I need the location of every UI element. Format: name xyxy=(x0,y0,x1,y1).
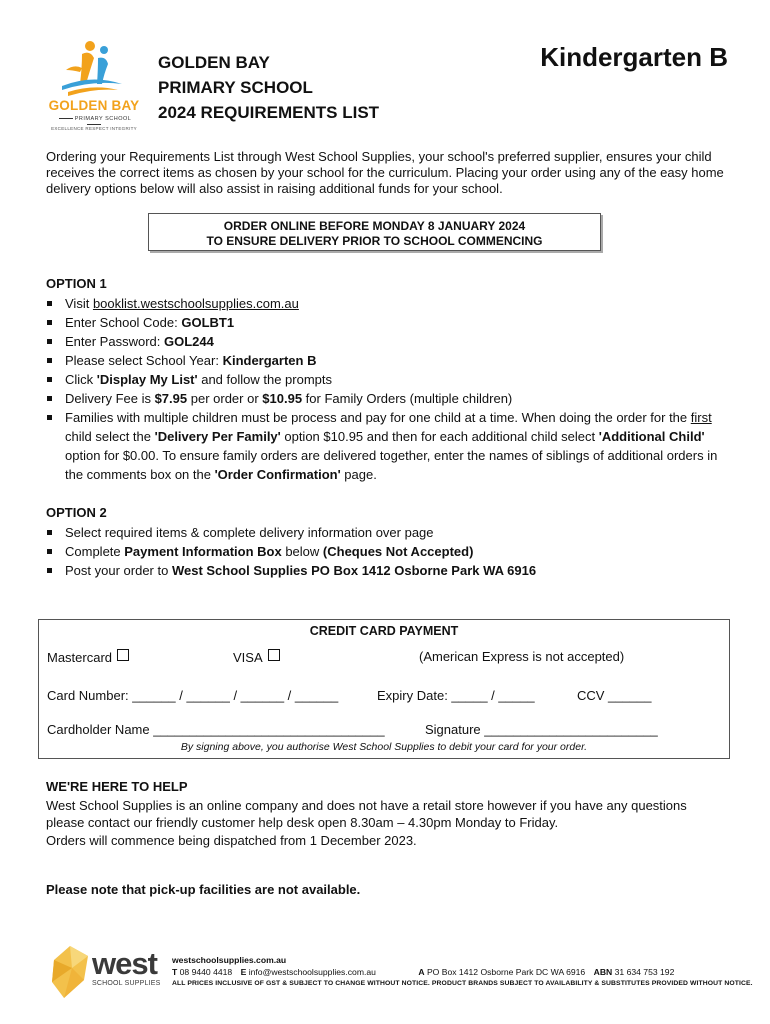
school-logo xyxy=(38,40,148,132)
option1-title: OPTION 1 xyxy=(46,276,107,291)
list-item: Enter Password: GOL244 xyxy=(46,332,726,351)
list-item: Complete Payment Information Box below (Cheques Not Accepted) xyxy=(46,542,726,561)
footer-email[interactable]: info@westschoolsupplies.com.au xyxy=(248,967,376,977)
list-item: Select required items & complete delivery information over page xyxy=(46,523,726,542)
help-paragraph: West School Supplies is an online company and does not have a retail store however if you have any questions please contact our friendly customer help desk open 8.30am – 4.30pm Monday to Friday. xyxy=(46,798,687,830)
title-line: 2024 REQUIREMENTS LIST xyxy=(158,103,380,122)
option1-list xyxy=(46,294,726,484)
logo-motto: EXCELLENCE RESPECT INTEGRITY xyxy=(51,126,137,131)
dispatch-note: Orders will commence being dispatched from 1 December 2023. xyxy=(46,833,417,848)
display-list-label: 'Display My List' xyxy=(96,372,198,387)
order-deadline-line: ORDER ONLINE BEFORE MONDAY 8 JANUARY 2024 xyxy=(223,219,526,233)
signature-field[interactable]: Signature ________________________ xyxy=(425,722,658,737)
list-item: Delivery Fee is $7.95 per order or $10.95 for Family Orders (multiple children) xyxy=(46,389,726,408)
ccv-field[interactable]: CCV ______ xyxy=(577,688,652,703)
school-emblem-icon xyxy=(60,40,124,98)
list-item: Please select School Year: Kindergarten B xyxy=(46,351,726,370)
mastercard-checkbox[interactable] xyxy=(117,649,129,661)
option2-title: OPTION 2 xyxy=(46,505,107,520)
list-item: Visit booklist.westschoolsupplies.com.au xyxy=(46,294,726,313)
footer-disclaimer: ALL PRICES INCLUSIVE OF GST & SUBJECT TO CHANGE WITHOUT NOTICE. PRODUCT BRANDS SUBJECT TO AVAILABILITY & SUBSTITUTES PROVIDED WITHOUT NOTICE. xyxy=(172,980,753,987)
mastercard-option: Mastercard xyxy=(47,649,129,665)
footer-contact: westschoolsupplies.com.au T 08 9440 4418 E info@westschoolsupplies.com.au A PO Box 1412 Osborne Park DC WA 6916 ABN 31 634 753 192 ALL PRICES INCLUSIVE OF GST & SUBJECT TO CHANGE WITHOUT NOTICE. PRODUCT BRANDS SUBJECT TO AVAILABILITY & SUBSTITUTES PROVIDED WITHOUT NOTICE. xyxy=(172,954,753,990)
option2-list xyxy=(46,523,726,580)
footer-phone: 08 9440 4418 xyxy=(179,967,233,977)
authorisation-note: By signing above, you authorise West School Supplies to debit your card for your order. xyxy=(180,741,588,753)
visa-option: VISA xyxy=(233,649,280,665)
logo-school-name: GOLDEN BAY xyxy=(48,98,140,113)
west-school-supplies-logo xyxy=(50,944,168,1000)
school-year: Kindergarten B xyxy=(222,353,317,368)
page-title xyxy=(158,50,379,125)
credit-card-title: CREDIT CARD PAYMENT xyxy=(309,624,459,638)
list-item: Families with multiple children must be process and pay for one child at a time. When doing the order for the first child select the 'Delivery Per Family' option $10.95 and then for each additional child select 'Additional Child' option for $0.00. To ensure family orders are delivered together, enter the names of siblings of additional orders in the comments box on the 'Order Confirmation' page. xyxy=(46,408,726,484)
list-item: Enter School Code: GOLBT1 xyxy=(46,313,726,332)
amex-note: (American Express is not accepted) xyxy=(419,649,625,664)
list-item: Click 'Display My List' and follow the prompts xyxy=(46,370,726,389)
order-deadline-box xyxy=(148,213,601,251)
help-text xyxy=(46,797,726,849)
west-logo-emblem-icon xyxy=(50,946,90,998)
class-title: Kindergarten B xyxy=(540,42,728,72)
title-line: GOLDEN BAY xyxy=(158,53,270,72)
card-number-field[interactable]: Card Number: ______ / ______ / ______ / ______ xyxy=(47,688,339,703)
visa-checkbox[interactable] xyxy=(268,649,280,661)
footer-address: PO Box 1412 Osborne Park DC WA 6916 xyxy=(426,967,586,977)
expiry-date-field[interactable]: Expiry Date: _____ / _____ xyxy=(377,688,535,703)
logo-subtitle: PRIMARY SCHOOL xyxy=(48,116,140,128)
booklist-link[interactable]: booklist.westschoolsupplies.com.au xyxy=(92,296,299,311)
credit-card-payment-box xyxy=(38,619,730,759)
title-line: PRIMARY SCHOOL xyxy=(158,78,313,97)
west-logo-sub: SCHOOL SUPPLIES xyxy=(92,980,161,987)
intro-paragraph: Ordering your Requirements List through West School Supplies, your school's preferred supplier, ensures your child receives the correct items as chosen by your school for the curriculum. Placing your order using any of the easy home delivery options below will also assist in raising additional funds for your school. xyxy=(46,149,724,196)
west-logo-word: west xyxy=(92,946,157,981)
footer-abn: 31 634 753 192 xyxy=(614,967,675,977)
cardholder-name-field[interactable]: Cardholder Name ________________________________ xyxy=(47,722,385,737)
help-title: WE'RE HERE TO HELP xyxy=(46,779,188,794)
footer-website[interactable]: westschoolsupplies.com.au xyxy=(172,955,287,965)
pickup-note: Please note that pick-up facilities are not available. xyxy=(46,882,361,897)
school-code: GOLBT1 xyxy=(181,315,235,330)
password: GOL244 xyxy=(164,334,214,349)
order-deadline-line: TO ENSURE DELIVERY PRIOR TO SCHOOL COMMENCING xyxy=(206,234,543,248)
list-item: Post your order to West School Supplies PO Box 1412 Osborne Park WA 6916 xyxy=(46,561,726,580)
